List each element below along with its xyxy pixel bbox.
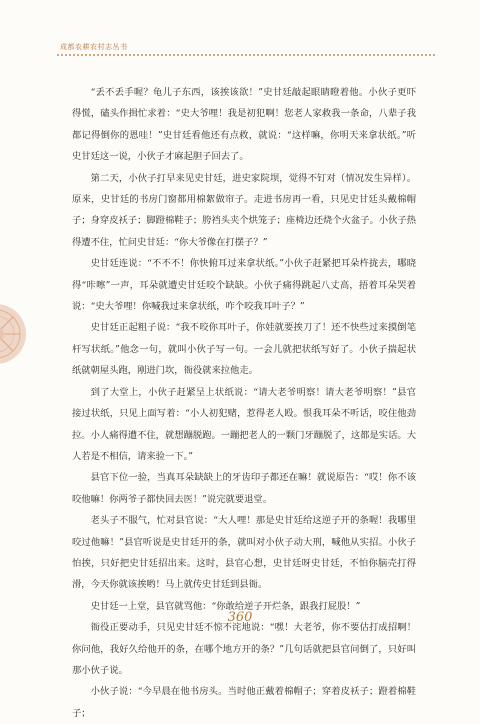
paragraph: 老头子不服气，忙对县官说：“大人哩！那是史甘廷给这逆子开的条喔！我哪里咬过他嘛！”县官听说是史甘廷开的条，就叫对小伙子动大刑，喊他从实招。小伙子怕挨，只好把史甘廷招出来。这时，县官心想，史甘廷呀史甘廷，不怕你脑壳打得滑，今天你就该挨哟！马上就传史甘廷到县衙。 bbox=[72, 515, 416, 591]
paragraph: 到了大堂上，小伙子赶紧呈上状纸说：“请大老爷明察！请大老爷明察！”县官接过状纸，只见上面写着：“小人初犯赌，惹得老人殴。恨我耳朵不听话，咬住他劲拉。小人痛得遭不住，就想蹦脱跑。一蹦把老人的一颗门牙蹦脱了，这都是实话。大人若是不相信，请来验一下。” bbox=[72, 386, 416, 462]
decorative-medallion-icon bbox=[0, 302, 28, 366]
paragraph: 第二天，小伙子打早来见史甘廷，进史家院坝，觉得不钉对（情况发生异样）。原来，史甘廷的书房门窗都用棉絮做帘子。走进书房再一看，只见史甘廷头戴棉帽子；身穿皮袄子；脚蹬棉鞋子；胯裆头夹个烘笼子；座椅边还烧个火盆子。小伙子热得遭不住，忙问史甘廷：“你大爷像在打摆子？” bbox=[72, 172, 416, 248]
paragraph: “丢不丢手喔？龟儿子东西，该挨该欲！”史甘廷敲起眼睛瞪着他。小伙子更吓得慌，磕头作揖忙求着：“史大爷哩！我是初犯啊！您老人家救我一条命，八辈子我都记得倒你的恩哇！”史甘廷看他还有点救，就说：“这样嘛，你明天来拿状纸。”听史甘廷这一说，小伙子才麻起胆子回去了。 bbox=[72, 87, 416, 163]
series-title: 成都农耕农村志丛书 bbox=[60, 43, 128, 51]
paragraph: 小伙子说：“今早晨在他书房头。当时他正戴着棉帽子；穿着皮袄子；蹬着棉鞋子； bbox=[72, 686, 416, 719]
article-body bbox=[72, 82, 416, 724]
paragraph: 衙役正要动手，只见史甘廷不惊不诧地说：“嘿！大老爷，你不要估打成招啊！你问他，我好久给他开的条，在哪个地方开的条？”几句话就把县官问倒了，只好叫那小伙子说。 bbox=[72, 622, 416, 676]
page-number: 360 bbox=[227, 610, 253, 625]
paragraph: 史甘廷正起粗子说：“我不咬你耳叶子，你娃就要挨刀了！还不快些过来摸倒笔杆写状纸。”他念一句，就叫小伙子写一句。一会儿就把状纸写好了。小伙子揣起状纸就朝屋头跑，刚进门坎，衙役就来拉他走。 bbox=[72, 322, 416, 377]
paragraph: 史甘廷连说：“不不不！你快俯耳过来拿状纸。”小伙子赶紧把耳朵杵拢去，哪晓得“咔嚓”一声，耳朵就遭史甘廷咬个缺缺。小伙子痛得跳起八丈高，捂着耳朵哭着说：“史大爷哩！你喊我过来拿状纸，咋个咬我耳叶子？” bbox=[72, 258, 416, 313]
paragraph: 史甘廷一上堂，县官就骂他：“你敢给逆子开烂条，跟我打屁股！” bbox=[90, 600, 361, 612]
header-dotted-divider bbox=[56, 54, 436, 56]
paragraph: 县官下位一验，当真耳朵缺缺上的牙齿印子都还在嘛！就说原告：“哎！你不该咬他嘛！你两爷子都快回去医！”说完就要退堂。 bbox=[72, 472, 416, 505]
